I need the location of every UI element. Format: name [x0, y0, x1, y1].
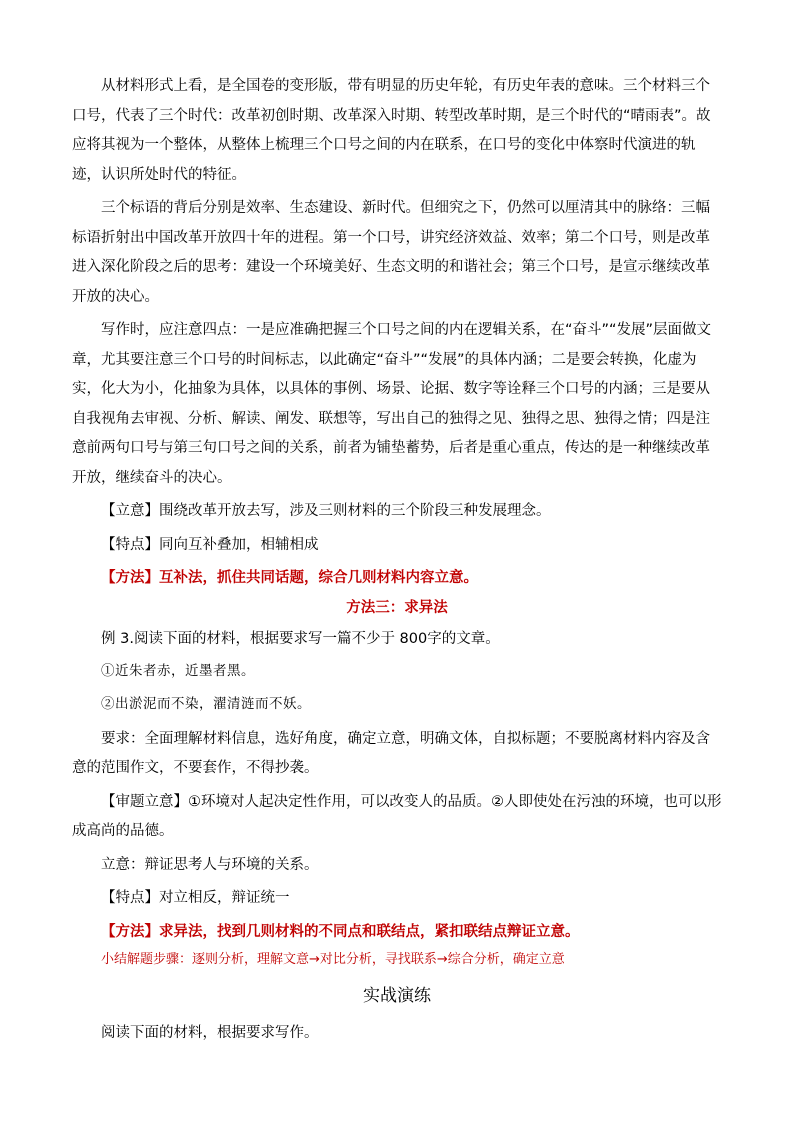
tedian-line-1: 【特点】同向互补叠加，相辅相成	[101, 536, 319, 553]
summary-steps: 小结解题步骤：逐则分析，理解文意→对比分析，寻找联系→综合分析，确定立意	[101, 952, 565, 967]
shenti-liyi-line: 【审题立意】①环境对人起决定性作用，可以改变人的品质。②人即使处在污浊的环境，也可以形成高尚的品德。	[72, 793, 722, 839]
paragraph-writing-tips: 写作时，应注意四点：一是应准确把握三个口号之间的内在逻辑关系，在“奋斗”“发展”层面做文章，尤其要注意三个口号的时间标志，以此确定“奋斗”“发展”的具体内涵；二是要会转换，化虚为实，化大为小，化抽象为具体，以具体的事例、场景、论据、数字等诠释三个口号的内涵；三是要从自我视角去审视、分析、解读、阐发、联想等，写出自己的独得之见、独得之思、独得之情；四是注意前两句口号与第三句口号之间的关系，前者为铺垫蓄势，后者是重心重点，传达的是一种继续改革开放，继续奋斗的决心。	[72, 322, 712, 486]
liyi-line-2: 立意：辩证思考人与环境的关系。	[101, 856, 319, 873]
method-label: 【方法】	[101, 570, 159, 586]
paragraph-slogan-analysis: 三个标语的背后分别是效率、生态建设、新时代。但细究之下，仍然可以厘清其中的脉络：三幅标语折射出中国改革开放四十年的进程。第一个口号，讲究经济效益、效率；第二个口号，则是改革进入深化阶段之后的思考：建设一个环境美好、生态文明的和谐社会；第三个口号，是宣示继续改革开放的决心。	[72, 200, 710, 305]
document-body	[72, 72, 722, 1049]
method-line-difference	[72, 918, 722, 948]
method-text: 求异法，找到几则材料的不同点和联结点，紧扣联结点辩证立意。	[159, 923, 580, 940]
section-heading-method-three: 方法三：求异法	[346, 599, 448, 616]
method-label: 【方法】	[101, 923, 159, 940]
material-quote-1: ①近朱者赤，近墨者黑。	[101, 662, 255, 679]
writing-requirement: 要求：全面理解材料信息，选好角度，确定立意，明确文体，自拟标题；不要脱离材料内容及含意的范围作文，不要套作，不得抄袭。	[72, 730, 710, 776]
paragraph-form-analysis: 从材料形式上看，是全国卷的变形版，带有明显的历史年轮，有历史年表的意味。三个材料三个口号，代表了三个时代：改革初创时期、改革深入时期、转型改革时期，是三个时代的“晴雨表”。故应将其视为一个整体，从整体上梳理三个口号之间的内在联系，在口号的变化中体察时代演进的轨迹，认识所处时代的特征。	[72, 78, 711, 183]
example-three-intro: 例 3.阅读下面的材料，根据要求写一篇不少于 800字的文章。	[101, 631, 500, 647]
method-text: 互补法，抓住共同话题，综合几则材料内容立意。	[159, 570, 478, 586]
tedian-line-2: 【特点】对立相反，辩证统一	[101, 890, 290, 906]
practice-intro: 阅读下面的材料，根据要求写作。	[101, 1025, 319, 1041]
material-quote-2: ②出淤泥而不染，濯清涟而不妖。	[101, 695, 311, 712]
liyi-line-1: 【立意】围绕改革开放去写，涉及三则材料的三个阶段三种发展理念。	[101, 503, 551, 519]
practice-section-title: 实战演练	[363, 986, 431, 1006]
method-line-complement	[72, 564, 722, 594]
